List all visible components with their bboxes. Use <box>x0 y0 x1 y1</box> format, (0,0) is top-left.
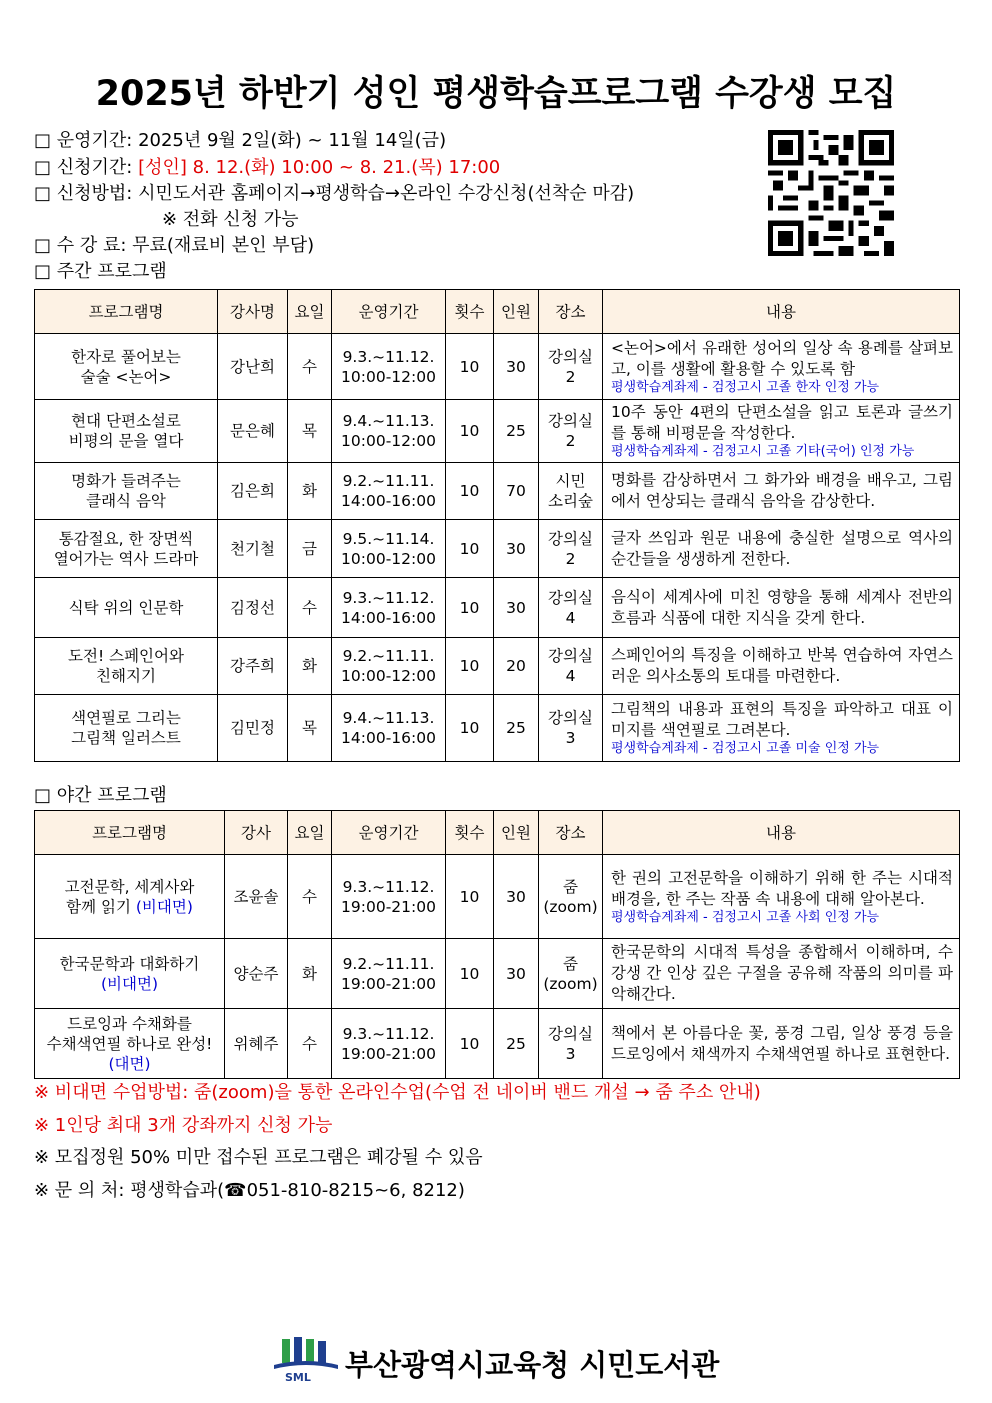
qr-code-icon[interactable] <box>768 130 894 256</box>
teacher: 조윤솔 <box>225 855 288 939</box>
page-title: 2025년 하반기 성인 평생학습프로그램 수강생 모집 <box>95 74 897 114</box>
program-name: 한자로 풀어보는 술술 <논어> <box>35 334 218 400</box>
day: 화 <box>288 463 332 520</box>
delivery-mode-tag: (비대면) <box>100 974 158 993</box>
capacity: 30 <box>494 855 539 939</box>
content: 한 권의 고전문학을 이해하기 위해 한 주는 시대적 배경을, 한 주는 작품 속 내용에 대해 알아본다. 평생학습계좌제 - 검정고시 고졸 사회 인정 가능 <box>603 855 960 939</box>
teacher: 문은혜 <box>218 400 288 463</box>
capacity: 20 <box>494 638 539 695</box>
day: 수 <box>288 855 332 939</box>
day: 화 <box>288 939 332 1009</box>
day: 수 <box>288 578 332 638</box>
content: 글자 쓰임과 원문 내용에 충실한 설명으로 역사의 순간들을 생생하게 전한다. <box>603 520 960 578</box>
place: 강의실 2 <box>539 334 603 400</box>
col-capacity: 인원 <box>494 811 539 855</box>
footnote-contact: ※ 문 의 처: 평생학습과(☎051-810-8215~6, 8212) <box>34 1180 465 1201</box>
col-content: 내용 <box>603 811 960 855</box>
day: 금 <box>288 520 332 578</box>
session-count: 10 <box>446 463 494 520</box>
session-count: 10 <box>446 520 494 578</box>
capacity: 30 <box>494 939 539 1009</box>
content: 음식이 세계사에 미친 영향을 통해 세계사 전반의 흐름과 식품에 대한 지식을 갖게 한다. <box>603 578 960 638</box>
period: 9.5.~11.14. 10:00-12:00 <box>332 520 446 578</box>
day: 수 <box>288 1009 332 1079</box>
period: 9.2.~11.11. 10:00-12:00 <box>332 638 446 695</box>
period: 9.4.~11.13. 10:00-12:00 <box>332 400 446 463</box>
period: 9.3.~11.12. 10:00-12:00 <box>332 334 446 400</box>
teacher: 강난희 <box>218 334 288 400</box>
program-name: 명화가 들려주는 클래식 음악 <box>35 463 218 520</box>
content: 10주 동안 4편의 단편소설을 읽고 토론과 글쓰기를 통해 비평문을 작성한다. 평생학습계좌제 - 검정고시 고졸 기타(국어) 인정 가능 <box>603 400 960 463</box>
evening-program-table <box>34 810 960 1079</box>
logo-mark: SML <box>285 1371 311 1384</box>
apply-value: [성인] 8. 12.(화) 10:00 ~ 8. 21.(목) 17:00 <box>138 157 501 178</box>
apply-label: □ 신청기간: <box>34 157 139 178</box>
program-name: 한국문학과 대화하기 (비대면) <box>35 939 225 1009</box>
info-apply <box>34 155 500 181</box>
day: 화 <box>288 638 332 695</box>
col-period: 운영기간 <box>332 811 446 855</box>
col-period: 운영기간 <box>332 290 446 334</box>
session-count: 10 <box>446 855 494 939</box>
table-row <box>35 578 960 638</box>
table-row <box>35 334 960 400</box>
info-period <box>34 128 446 154</box>
program-name: 색연필로 그리는 그림책 일러스트 <box>35 695 218 762</box>
credit-note: 평생학습계좌제 - 검정고시 고졸 사회 인정 가능 <box>611 909 880 925</box>
period: 9.2.~11.11. 14:00-16:00 <box>332 463 446 520</box>
capacity: 30 <box>494 578 539 638</box>
table-row <box>35 638 960 695</box>
library-name: 부산광역시교육청 시민도서관 <box>345 1348 720 1382</box>
col-day: 요일 <box>288 811 332 855</box>
table-row <box>35 855 960 939</box>
session-count: 10 <box>446 638 494 695</box>
capacity: 25 <box>494 400 539 463</box>
program-name: 고전문학, 세계사와 함께 읽기 (비대면) <box>35 855 225 939</box>
session-count: 10 <box>446 939 494 1009</box>
delivery-mode-tag: (대면) <box>108 1054 151 1073</box>
content: 책에서 본 아름다운 꽃, 풍경 그림, 일상 풍경 등을 드로잉에서 채색까지 수채색연필 하나로 표현한다. <box>603 1009 960 1079</box>
teacher: 김은희 <box>218 463 288 520</box>
col-place: 장소 <box>539 290 603 334</box>
info-fee <box>34 233 314 259</box>
method-note: ※ 전화 신청 가능 <box>162 209 299 230</box>
session-count: 10 <box>446 1009 494 1079</box>
capacity: 70 <box>494 463 539 520</box>
evening-header-row <box>35 811 960 855</box>
teacher: 양순주 <box>225 939 288 1009</box>
session-count: 10 <box>446 695 494 762</box>
credit-note: 평생학습계좌제 - 검정고시 고졸 미술 인정 가능 <box>611 741 880 756</box>
content: 스페인어의 특징을 이해하고 반복 연습하여 자연스러운 의사소통의 토대를 마련한다. <box>603 638 960 695</box>
method-label: □ 신청방법: <box>34 183 139 204</box>
period-value: 2025년 9월 2일(화) ~ 11월 14일(금) <box>138 130 447 151</box>
fee-label: □ 수 강 료: <box>34 235 133 256</box>
content: 그림책의 내용과 표현의 특징을 파악하고 대표 이미지를 색연필로 그려본다. 평생학습계좌제 - 검정고시 고졸 미술 인정 가능 <box>603 695 960 762</box>
place: 줌 (zoom) <box>539 939 603 1009</box>
period: 9.3.~11.12. 19:00-21:00 <box>332 1009 446 1079</box>
program-name: 통감절요, 한 장면씩 열어가는 역사 드라마 <box>35 520 218 578</box>
table-row <box>35 400 960 463</box>
day: 목 <box>288 695 332 762</box>
place: 강의실 2 <box>539 520 603 578</box>
capacity: 30 <box>494 334 539 400</box>
place: 강의실 2 <box>539 400 603 463</box>
col-capacity: 인원 <box>494 290 539 334</box>
place: 강의실 3 <box>539 1009 603 1079</box>
col-program: 프로그램명 <box>35 290 218 334</box>
col-place: 장소 <box>539 811 603 855</box>
table-row <box>35 463 960 520</box>
teacher: 강주희 <box>218 638 288 695</box>
col-teacher: 강사명 <box>218 290 288 334</box>
capacity: 30 <box>494 520 539 578</box>
fee-value: 무료(재료비 본인 부담) <box>132 235 315 256</box>
period: 9.2.~11.11. 19:00-21:00 <box>332 939 446 1009</box>
col-day: 요일 <box>288 290 332 334</box>
place: 시민 소리숲 <box>539 463 603 520</box>
session-count: 10 <box>446 400 494 463</box>
credit-note: 평생학습계좌제 - 검정고시 고졸 한자 인정 가능 <box>611 379 880 395</box>
teacher: 김정선 <box>218 578 288 638</box>
program-name: 식탁 위의 인문학 <box>35 578 218 638</box>
credit-note: 평생학습계좌제 - 검정고시 고졸 기타(국어) 인정 가능 <box>611 444 915 459</box>
session-count: 10 <box>446 334 494 400</box>
place: 강의실 3 <box>539 695 603 762</box>
delivery-mode-tag: (비대면) <box>135 897 193 916</box>
content: 명화를 감상하면서 그 화가와 배경을 배우고, 그림에서 연상되는 클래식 음악을 감상한다. <box>603 463 960 520</box>
table-row <box>35 1009 960 1079</box>
program-name: 도전! 스페인어와 친해지기 <box>35 638 218 695</box>
place: 줌 (zoom) <box>539 855 603 939</box>
info-method <box>34 181 634 207</box>
footnote-cancel: ※ 모집정원 50% 미만 접수된 프로그램은 폐강될 수 있음 <box>34 1147 483 1168</box>
day: 목 <box>288 400 332 463</box>
program-name: 드로잉과 수채화를 수채색연필 하나로 완성! (대면) <box>35 1009 225 1079</box>
period: 9.3.~11.12. 19:00-21:00 <box>332 855 446 939</box>
col-program: 프로그램명 <box>35 811 225 855</box>
method-value: 시민도서관 홈페이지→평생학습→온라인 수강신청(선착순 마감) <box>138 183 635 204</box>
weekly-header-row <box>35 290 960 334</box>
col-count: 횟수 <box>446 290 494 334</box>
table-row <box>35 520 960 578</box>
teacher: 위혜주 <box>225 1009 288 1079</box>
day: 수 <box>288 334 332 400</box>
period: 9.4.~11.13. 14:00-16:00 <box>332 695 446 762</box>
footnote-online: ※ 비대면 수업방법: 줌(zoom)을 통한 온라인수업(수업 전 네이버 밴드 개설 → 줌 주소 안내) <box>34 1082 761 1103</box>
place: 강의실 4 <box>539 638 603 695</box>
session-count: 10 <box>446 578 494 638</box>
program-name: 현대 단편소설로 비평의 문을 열다 <box>35 400 218 463</box>
place: 강의실 4 <box>539 578 603 638</box>
weekly-program-table <box>34 289 960 762</box>
footnote-limit: ※ 1인당 최대 3개 강좌까지 신청 가능 <box>34 1115 333 1136</box>
capacity: 25 <box>494 695 539 762</box>
evening-heading: □ 야간 프로그램 <box>34 785 167 806</box>
col-content: 내용 <box>603 290 960 334</box>
col-count: 횟수 <box>446 811 494 855</box>
weekly-heading: □ 주간 프로그램 <box>34 261 167 282</box>
period-label: □ 운영기간: <box>34 130 139 151</box>
col-teacher: 강사 <box>225 811 288 855</box>
teacher: 김민정 <box>218 695 288 762</box>
teacher: 천기철 <box>218 520 288 578</box>
table-row <box>35 939 960 1009</box>
content: 한국문학의 시대적 특성을 종합해서 이해하며, 수강생 간 인상 깊은 구절을 공유해 작품의 의미를 파악해간다. <box>603 939 960 1009</box>
capacity: 25 <box>494 1009 539 1079</box>
content: <논어>에서 유래한 성어의 일상 속 용례를 살펴보고, 이를 생활에 활용할 수 있도록 함 평생학습계좌제 - 검정고시 고졸 한자 인정 가능 <box>603 334 960 400</box>
period: 9.3.~11.12. 14:00-16:00 <box>332 578 446 638</box>
table-row <box>35 695 960 762</box>
